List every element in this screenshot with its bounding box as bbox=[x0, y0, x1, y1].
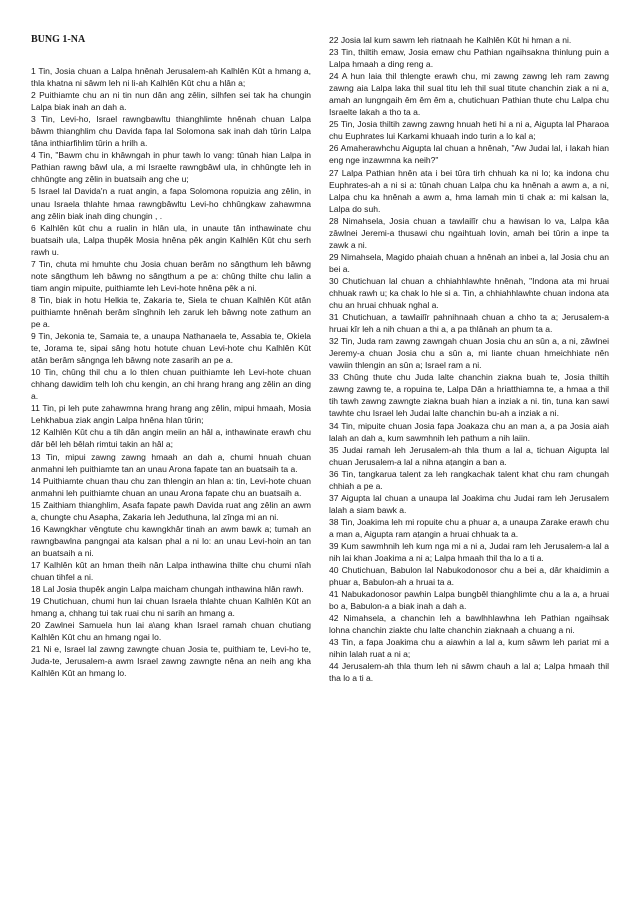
verse: 39 Kum sawmhnih leh kum nga mi a ni a, Judai ram leh Jerusalem-a lal a nih lai khan Joakima a ni a; Lalpa hmaah thil tha lo a ti a. bbox=[329, 540, 609, 564]
verse: 42 Nimahsela, a chanchin leh a bawlhhlawhna leh Pathian ngaihsak lohna chanchin ziakte chu lalte chanchin ziaknaah a chuang a ni. bbox=[329, 613, 609, 636]
verse: 7 Tin, chuta mi hmuhte chu Josia chuan berâm no sângthum leh bâwng note sângthum leh bâwng no sângthum a pe a: chûng thilte chu lalin a tiam angin mipuite, puithiamte leh Levi-hote hnêna pêk a ni. bbox=[31, 258, 311, 293]
verse: 26 Amaherawhchu Aigupta lal chuan a hnênah, "Aw Judai lal, i lakah hian eng nge inzawmna ka neih?" bbox=[329, 143, 609, 166]
verse: 3 Tin, Levi-ho, Israel rawngbawltu thianghlimte hnênah chuan Lalpa bâwm thianghlim chu Davida fapa lal Solomona sak inah dah tûrin Lalpa tâna inthiarfihlim tûrin a hrilh a. bbox=[31, 114, 311, 149]
left-column bbox=[31, 34, 311, 679]
verse: 32 Tin, Juda ram zawng zawngah chuan Josia chu an sûn a, a ni, zâwlnei Jeremy-a chuan Josia chu a sûn a, mi liante chuan hmeichhiate nên vawiin thlengin an sûn a; Israel ram a ni. bbox=[329, 336, 609, 371]
verse: 20 Zawlnei Samuela hun lai a\ang khan Israel ramah chuan chutiang Kalhlên Kût chu an hmang ngai lo. bbox=[31, 620, 311, 643]
verse: 11 Tin, pi leh pute zahawmna hrang hrang ang zêlin, mipui hmaah, Mosia Lehkhabua ziak angin Lalpa hnêna hlan tûrin; bbox=[31, 403, 311, 426]
verse: 13 Tin, mipui zawng zawng hmaah an dah a, chumi hnuah chuan anmahni leh puithiamte tan an unau Arona fapate tan an buatsaih ta a. bbox=[31, 451, 311, 474]
verse: 10 Tin, chûng thil chu a lo thlen chuan puithiamte leh Levi-hote chuan chhang dawidim telh loh chu kengin, an chi hrang hrang ang zêlin an ding a. bbox=[31, 367, 311, 402]
right-column bbox=[329, 34, 609, 685]
verse: 9 Tin, Jekonia te, Samaia te, a unaupa Nathanaela te, Assabia te, Okiela te, Jorama te, sipai sâng hotu hotute chuan Levi-hote chu Kalhlên Kût atân berâm sângnga leh bâwng note zasarih an pe a. bbox=[31, 331, 311, 366]
verse: 29 Nimahsela, Magido phaiah chuan a hnênah an inbei a, lal Josia chu an bei a. bbox=[329, 251, 609, 274]
verse: 4 Tin, "Bawm chu in khâwngah in phur tawh lo vang: tûnah hian Lalpa in Pathian rawng bâwl ula, a mi Israelte rawngbâwl ula, in chhûngte leh in chhûngte ang zêlin in buatsaih ang che u; bbox=[31, 150, 311, 185]
verse: 12 Kalhlên Kût chu a tih dân angin meiin an hâl a, inthawinate erawh chu dâr bêl leh bêlah rimtui takin an hâl a; bbox=[31, 427, 311, 450]
verse: 43 Tin, a fapa Joakima chu a aiawhin a lal a, kum sâwm leh pariat mi a nihin lalah ruat a ni a; bbox=[329, 637, 609, 660]
verse: 33 Chûng thute chu Juda lalte chanchin ziakna buah te, Josia thiltih zawng zawng te, a ropuina te, Lalpa Dân a hriatthiamna te, a hmaa a thil tih tawh zawng zawngte ziakna buah hian a inziak a ni. tin, tuna kan sawi tawhte chu Israel leh Judai lalte chanchin bu-ah a inziak a ni. bbox=[329, 372, 609, 419]
right-verse-list bbox=[329, 34, 609, 685]
chapter-heading: BUNG 1-NA bbox=[31, 34, 86, 45]
verse: 34 Tin, mipuite chuan Josia fapa Joakaza chu an man a, a pa Josia aiah lalah an dah a, kum sawmhnih leh pathum a nih laiin. bbox=[329, 420, 609, 443]
document-page bbox=[31, 34, 609, 879]
verse: 22 Josia lal kum sawm leh riatnaah he Kalhlên Kût hi hman a ni. bbox=[329, 35, 572, 45]
verse: 28 Nimahsela, Josia chuan a tawlailîr chu a hawisan lo va, Lalpa kâa zâwlnei Jeremi-a thusawi chu ngaihtuah lovin, amah bei tûrin a inpe ta zawk a ni. bbox=[329, 215, 609, 250]
verse: 24 A hun laia thil thlengte erawh chu, mi zawng zawng leh ram zawng zawng aia Lalpa laka thil sual titu leh thil sual titute chanchin ziak a ni a, amah an lungngaih êm êm êm a, chutichuan Pathian thute chu Lalpa chu Israelte lakah a tho ta a. bbox=[329, 71, 609, 118]
verse: 41 Nabukadonosor pawhin Lalpa bungbêl thianghlimte chu a la a, a hruai bo a, Babulon-a a biak inah a dah a. bbox=[329, 589, 609, 612]
verse: 2 Puithiamte chu an ni tin nun dân ang zêlin, silhfen sei tak ha chungin Lalpa biak inah an dah a. bbox=[31, 90, 311, 113]
verse: 35 Judai ramah leh Jerusalem-ah thla thum a lal a, tichuan Aigupta lal chuan Jerusalem-a lal a nihna aṭangin a ban a. bbox=[329, 444, 609, 467]
verse: 40 Chutichuan, Babulon lal Nabukodonosor chu a bei a, dâr khaidimin a phuar a, Babulon-ah a hruai ta a. bbox=[329, 565, 609, 588]
verse: 17 Kalhlên kût an hman theih nân Lalpa inthawina thilte chu chumi nîah chuan tihfel a ni. bbox=[31, 559, 311, 582]
left-verse-list bbox=[31, 65, 311, 679]
verse: 14 Puithiamte chuan thau chu zan thlengin an hlan a: tin, Levi-hote chuan anmahni leh puithiamte chuan an unau Arona fapate chu an buatsaih a. bbox=[31, 475, 311, 498]
verse: 44 Jerusalem-ah thla thum leh ni sâwm chauh a lal a; Lalpa hmaah thil tha lo a ti a. bbox=[329, 661, 609, 684]
verse: 30 Chutichuan lal chuan a chhiahhlawhte hnênah, "Indona ata mi hruai chhuak rawh u; ka chak lo hle si a. Tin, a chhiahhlawhte chuan indona ata chu an hruai chhuak nghal a. bbox=[329, 275, 609, 311]
verse: 18 Lal Josia thupêk angin Lalpa maicham chungah inthawina hlân rawh. bbox=[31, 584, 304, 595]
verse: 25 Tin, Josia thiltih zawng zawng hnuah heti hi a ni a, Aigupta lal Pharaoa chu Euphrates lui Karkami khuaah indo turin a lo kal a; bbox=[329, 119, 609, 142]
verse: 5 Israel lal Davida'n a ruat angin, a fapa Solomona ropuizia ang zêlin, in unau Israela thlahte hmaa rawngbâwltu Levi-ho chhûngkaw zahawmna ang zêlin biak inah ding chungin , . bbox=[31, 186, 311, 221]
verse: 38 Tin, Joakima leh mi ropuite chu a phuar a, a unaupa Zarake erawh chu a man a, Aigupta ram aṭangin a hruai chhuak ta a. bbox=[329, 516, 609, 539]
verse: 8 Tin, biak in hotu Helkia te, Zakaria te, Siela te chuan Kalhlên Kût atân puithiamte hnênah berâm sînghnih leh zaruk leh bâwng note zathum an pe a. bbox=[31, 294, 311, 329]
verse: 15 Zaithiam thianghlim, Asafa fapate pawh Davida ruat ang zêlin an awm a, chungte chu Asapha, Zakaria leh Jeduthuna, lal zînga mi an ni. bbox=[31, 499, 311, 522]
verse: 16 Kawngkhar vêngtute chu kawngkhâr tinah an awm bawk a; tumah an rawngbawlna pangngai ata kalsan phal a ni lo: an unau Levi-hoin an tan an buatsaih a ni. bbox=[31, 523, 311, 558]
verse: 23 Tin, thiltih emaw, Josia emaw chu Pathian ngaihsakna thinlung puin a Lalpa hmaah a ding reng a. bbox=[329, 47, 609, 70]
verse: 19 Chutichuan, chumi hun lai chuan Israela thlahte chuan Kalhlên Kût an hmang a, chhang tui tak ruai chu ni sarih an hmang a. bbox=[31, 596, 311, 619]
verse: 1 Tin, Josia chuan a Lalpa hnênah Jerusalem-ah Kalhlên Kût a hmang a, thla khatna ni sâwm leh ni li-ah Kalhlên Kût chu a hlân a; bbox=[31, 66, 311, 89]
verse: 27 Lalpa Pathian hnên ata i bei tûra tirh chhuah ka ni lo; ka indona chu Euphrates-ah a ni si a: tûnah chuan Lalpa chu ka hnênah a awm a, a ni, Lalpa chu ka hnênah a awm a, hma lamah min ti chak a: mi kalsan la, Lalpa do suh. bbox=[329, 167, 609, 214]
verse: 6 Kalhlên kût chu a rualin in hlân ula, in unaute tân inthawinate chu buatsaih ula, Lalpa thupêk Mosia hnêna pêk angin Kalhlên Kût chu serh rawh u. bbox=[31, 222, 311, 257]
verse: 21 Ni e, Israel lal zawng zawngte chuan Josia te, puithiam te, Levi-ho te, Juda-te, Jerusalem-a awm Israel zawng zawngte nêna an neih ang kha Kalhlên Kût an hmang lo. bbox=[31, 644, 311, 679]
verse: 31 Chutichuan, a tawlailîr pahnihnaah chuan a chho ta a; Jerusalem-a hruai kîr leh a nih chuan a thi a, a pa thlânah an phum ta a. bbox=[329, 312, 609, 335]
verse: 36 Tin, tangkarua talent za leh rangkachak talent khat chu ram chungah chhiah a pe a. bbox=[329, 468, 609, 491]
verse: 37 Aigupta lal chuan a unaupa lal Joakima chu Judai ram leh Jerusalem lalah a siam bawk a. bbox=[329, 492, 609, 515]
